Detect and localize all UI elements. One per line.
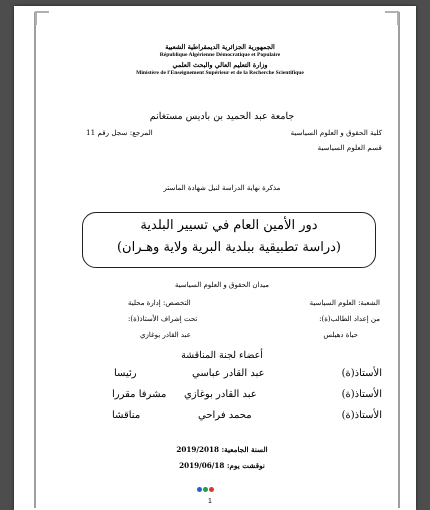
document-page: [14, 6, 416, 510]
specialty-label: التخصص: إدارة محلية: [128, 299, 191, 307]
thesis-title-line2: (دراسة تطبيقية ببلدية البرية ولاية وهـران): [116, 240, 341, 255]
branch-label: الشعبة: العلوم السياسية: [309, 299, 380, 307]
student-name: حياة دهيلس: [323, 331, 358, 339]
supervision-label: تحت إشراف الأستاذ(ة):: [128, 315, 198, 323]
supervisor-name: عبد القادر بوغازي: [140, 331, 191, 339]
memo-type: مذكرة نهاية الدراسة لنيل شهادة الماستر: [163, 184, 281, 192]
jury-title: أعضاء لجنة المناقشة: [181, 350, 263, 361]
header-arabic-ministry: وزارة التعليم العالي والبحث العلمي: [172, 61, 268, 69]
jury-member-role: مشرفا مقررا: [112, 389, 167, 400]
prepared-by-label: من إعداد الطالب(ة):: [319, 315, 380, 323]
jury-member-role: مناقشا: [112, 410, 141, 421]
header-french-ministry: Ministère de l'Enseignement Supérieur et de la Recherche Scientifique: [136, 70, 304, 76]
field-of-study: ميدان الحقوق و العلوم السياسية: [174, 281, 270, 289]
jury-member-role: رئيسا: [114, 368, 137, 379]
academic-year: السنة الجامعية: 2019/2018: [176, 445, 268, 454]
jury-prefix: الأستاذ(ة): [341, 368, 382, 379]
frame-corner-ornament: [35, 11, 49, 25]
decorative-dot-green: [203, 487, 208, 492]
jury-prefix: الأستاذ(ة): [341, 410, 382, 421]
department-name: قسم العلوم السياسية: [317, 143, 382, 152]
decorative-dot-blue: [197, 487, 202, 492]
jury-member-name: محمد فراحي: [198, 410, 252, 421]
jury-member-name: عبد القادر عباسي: [192, 368, 265, 379]
header-arabic-republic: الجمهورية الجزائرية الديمقراطية الشعبية: [165, 43, 275, 51]
page-number: 1: [208, 498, 212, 505]
reference-number: المرجع: سجل رقم 11: [86, 128, 153, 137]
title-box: [82, 212, 376, 268]
header-french-republic: République Algérienne Démocratique et Populaire: [159, 52, 281, 58]
jury-prefix: الأستاذ(ة): [341, 389, 382, 400]
thesis-title-line1: دور الأمين العام في تسيير البلدية: [140, 218, 318, 233]
defense-date: نوقشت يوم: 2019/06/18: [179, 461, 265, 470]
university-name: جامعة عبد الحميد بن باديس مستغانم: [149, 111, 295, 122]
jury-member-name: عبد القادر بوغازي: [184, 389, 257, 400]
faculty-name: كلية الحقوق و العلوم السياسية: [290, 128, 382, 137]
decorative-dot-red: [209, 487, 214, 492]
frame-corner-ornament: [385, 11, 399, 25]
